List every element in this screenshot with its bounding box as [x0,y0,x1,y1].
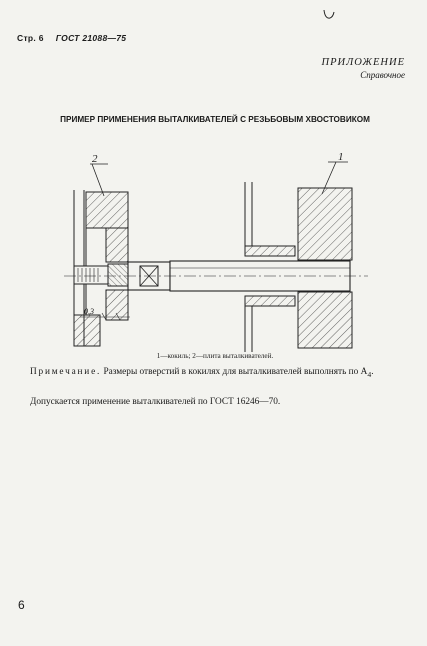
callout-2-label: 2 [92,153,98,165]
appendix-subtitle: Справочное [360,70,405,80]
note-label: Примечание. [30,367,102,377]
note-end: . [371,367,374,377]
note-text: Размеры отверстий в кокилях для выталкивателей выполнять по A [103,367,368,377]
dimension-label: 0,3 [84,307,94,316]
standard-label: ГОСТ 21088—75 [55,33,127,43]
technical-drawing [60,150,370,360]
ejector-plate [86,192,128,320]
threaded-shank [74,264,128,286]
page-label: Стр. 6 [17,33,44,43]
callout-2 [90,153,108,196]
note-subscript: 4 [367,369,372,379]
figure-caption: 1—кокиль; 2—плита выталкивателей. [156,352,274,360]
appendix-title: ПРИЛОЖЕНИЕ [321,57,405,68]
page-header [17,33,126,43]
appendix-block [322,57,406,80]
corner-mark-icon [322,8,336,22]
document-title: ПРИМЕР ПРИМЕНЕНИЯ ВЫТАЛКИВАТЕЛЕЙ С РЕЗЬБОВЫМ ХВОСТОВИКОМ [60,115,370,124]
permit-paragraph: Допускается применение выталкивателей по ГОСТ 16246—70. [30,397,281,407]
callout-1-label: 1 [338,151,344,163]
note-paragraph [30,366,405,381]
page-number: 6 [18,598,25,612]
